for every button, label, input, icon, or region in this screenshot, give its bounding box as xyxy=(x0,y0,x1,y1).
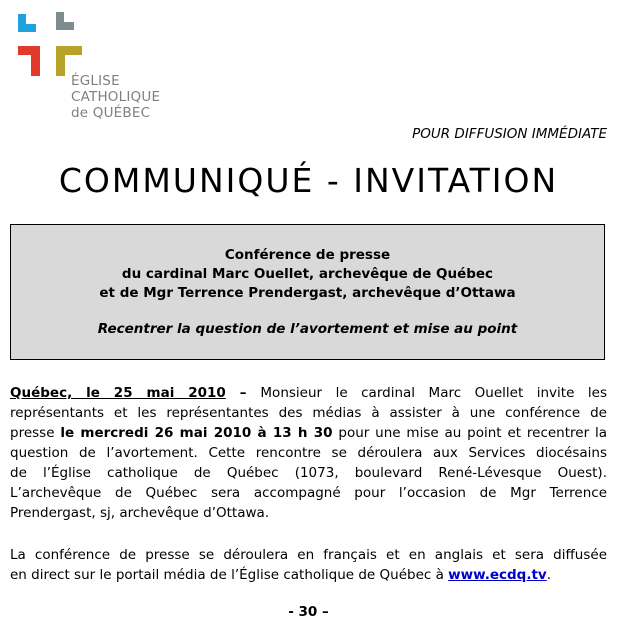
paragraph-1-row-3-b: pour une mise au point et recentrer la xyxy=(332,425,607,441)
paragraph-invitation xyxy=(10,383,607,523)
page-title: COMMUNIQUÉ - INVITATION xyxy=(58,161,559,200)
logo-wordmark xyxy=(71,73,160,121)
paragraph-2-row-2 xyxy=(10,565,607,585)
paragraph-1-row-4: question de l’avortement. Cette rencontre se déroulera aux Services diocésains xyxy=(10,445,607,461)
event-summary-box xyxy=(10,224,605,360)
logo-gold-shape xyxy=(56,46,82,76)
box-subtitle: Recentrer la question de l’avortement et mise au point xyxy=(97,321,518,337)
paragraph-broadcast xyxy=(10,545,607,585)
paragraph-1-row-1-text: Monsieur le cardinal Marc Ouellet invite les xyxy=(260,385,607,401)
logo-line-1: ÉGLISE xyxy=(71,73,120,89)
dateline-dash: – xyxy=(225,385,261,401)
logo-cross-mark-icon xyxy=(14,10,94,80)
end-marker: - 30 – xyxy=(288,604,329,620)
logo-red-shape xyxy=(18,46,40,76)
box-line-2: du cardinal Marc Ouellet, archevêque de Québec xyxy=(121,266,494,282)
paragraph-1-row-1 xyxy=(10,383,607,403)
paragraph-1-row-7: Prendergast, sj, archevêque d’Ottawa. xyxy=(10,505,270,521)
release-notice: POUR DIFFUSION IMMÉDIATE xyxy=(412,126,607,142)
dateline: Québec, le 25 mai 2010 xyxy=(10,385,226,401)
logo-line-3: de QUÉBEC xyxy=(71,105,151,121)
box-line-3: et de Mgr Terrence Prendergast, archevêque d’Ottawa xyxy=(99,285,516,301)
organization-logo xyxy=(14,10,184,126)
paragraph-2-row-2-a: en direct sur le portail média de l’Église catholique de Québec à xyxy=(10,567,449,583)
paragraph-1-row-5: de l’Église catholique de Québec (1073, boulevard René-Lévesque Ouest). xyxy=(10,465,607,481)
paragraph-1-row-2: représentants et les représentantes des médias à assister à une conférence de xyxy=(10,405,607,421)
logo-line-2: CATHOLIQUE xyxy=(71,89,161,105)
website-link[interactable]: www.ecdq.tv xyxy=(448,567,547,583)
paragraph-2-row-1: La conférence de presse se déroulera en français et en anglais et sera diffusée xyxy=(10,547,607,563)
logo-blue-shape xyxy=(18,14,36,32)
paragraph-1-row-6: L’archevêque de Québec sera accompagné pour l’occasion de Mgr Terrence xyxy=(10,485,607,501)
paragraph-2-row-2-b: . xyxy=(546,567,552,583)
box-line-1: Conférence de presse xyxy=(224,247,391,263)
paragraph-1-row-3 xyxy=(10,423,607,443)
paragraph-1-row-3-a: presse xyxy=(10,425,61,441)
event-datetime: le mercredi 26 mai 2010 à 13 h 30 xyxy=(60,425,333,441)
logo-gray-shape xyxy=(56,12,74,30)
